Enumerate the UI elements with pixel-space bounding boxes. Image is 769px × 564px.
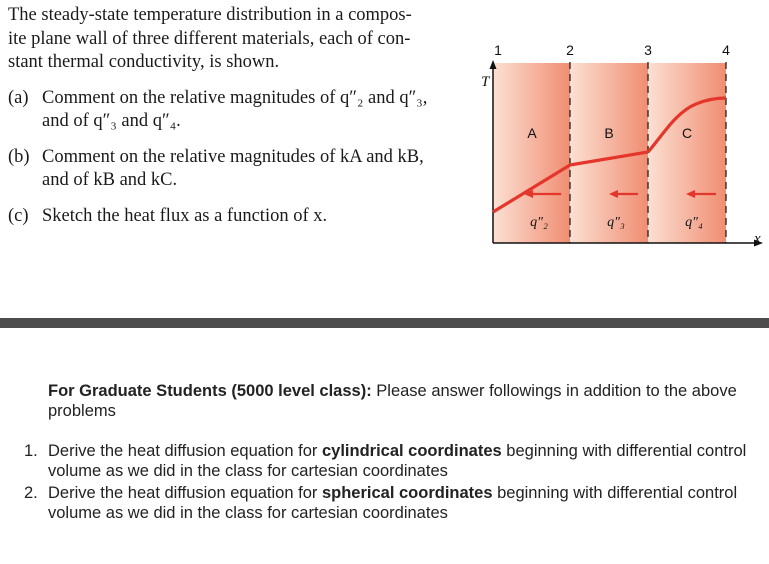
graduate-intro-bold: For Graduate Students (5000 level class): xyxy=(48,382,372,400)
question-1-number: 1. xyxy=(24,442,38,460)
flux-label-q4: q″₄ xyxy=(685,215,703,230)
question-2-pre: Derive the heat diffusion equation for xyxy=(48,484,322,502)
part-a-label: (a) xyxy=(8,87,29,108)
section-divider xyxy=(0,318,769,328)
problem-text xyxy=(8,4,488,240)
graduate-question-2 xyxy=(24,483,748,523)
part-b-line-1: Comment on the relative magnitudes of kA and kB, xyxy=(42,146,424,167)
graduate-section xyxy=(0,328,769,564)
part-a xyxy=(8,87,488,134)
question-1-post: beginning with differential control volume as we did in the class for cartesian coordinates xyxy=(48,442,747,480)
part-c-label: (c) xyxy=(8,205,29,226)
region-label-a: A xyxy=(527,125,537,141)
part-b-line-2: and of kB and kC. xyxy=(42,170,178,190)
statement-line-3: stant thermal conductivity, is shown. xyxy=(8,52,280,72)
part-c xyxy=(8,205,488,229)
boundary-label-4: 4 xyxy=(722,42,730,58)
part-b-label: (b) xyxy=(8,146,30,167)
question-1-bold: cylindrical coordinates xyxy=(321,442,502,460)
boundary-label-3: 3 xyxy=(644,42,652,58)
part-b xyxy=(8,146,488,193)
graduate-intro xyxy=(48,381,748,421)
x-axis-label: x xyxy=(754,231,761,247)
graduate-question-1 xyxy=(24,441,748,481)
region-label-c: C xyxy=(681,125,693,141)
part-c-line-1: Sketch the heat flux as a function of x. xyxy=(42,205,328,226)
graduate-question-list xyxy=(24,441,748,523)
graduate-intro-rest: Please answer followings in addition to the above problems xyxy=(48,382,737,420)
part-a-line-2: and of q″₃ and q″₄. xyxy=(42,111,181,131)
statement-line-1: The steady-state temperature distribution in a compos- xyxy=(8,5,412,25)
question-2-number: 2. xyxy=(24,484,38,502)
temperature-distribution-figure xyxy=(470,40,769,250)
boundary-label-2: 2 xyxy=(566,42,574,58)
flux-label-q3: q″₃ xyxy=(607,215,625,230)
part-a-line-1: Comment on the relative magnitudes of q″₂ and q″₃, xyxy=(42,87,428,108)
question-1-pre: Derive the heat diffusion equation for xyxy=(48,442,322,460)
graduate-text xyxy=(24,381,748,525)
question-2-bold: spherical coordinates xyxy=(321,484,493,502)
problem-statement xyxy=(8,4,488,75)
region-label-b: B xyxy=(604,125,614,141)
statement-line-2: ite plane wall of three different materials, each of con- xyxy=(8,28,411,49)
flux-label-q2: q″₂ xyxy=(530,215,548,230)
t-axis-label: T xyxy=(481,74,490,90)
boundary-label-1: 1 xyxy=(494,42,502,58)
question-2-post: beginning with differential control volume as we did in the class for cartesian coordinates xyxy=(48,484,738,522)
